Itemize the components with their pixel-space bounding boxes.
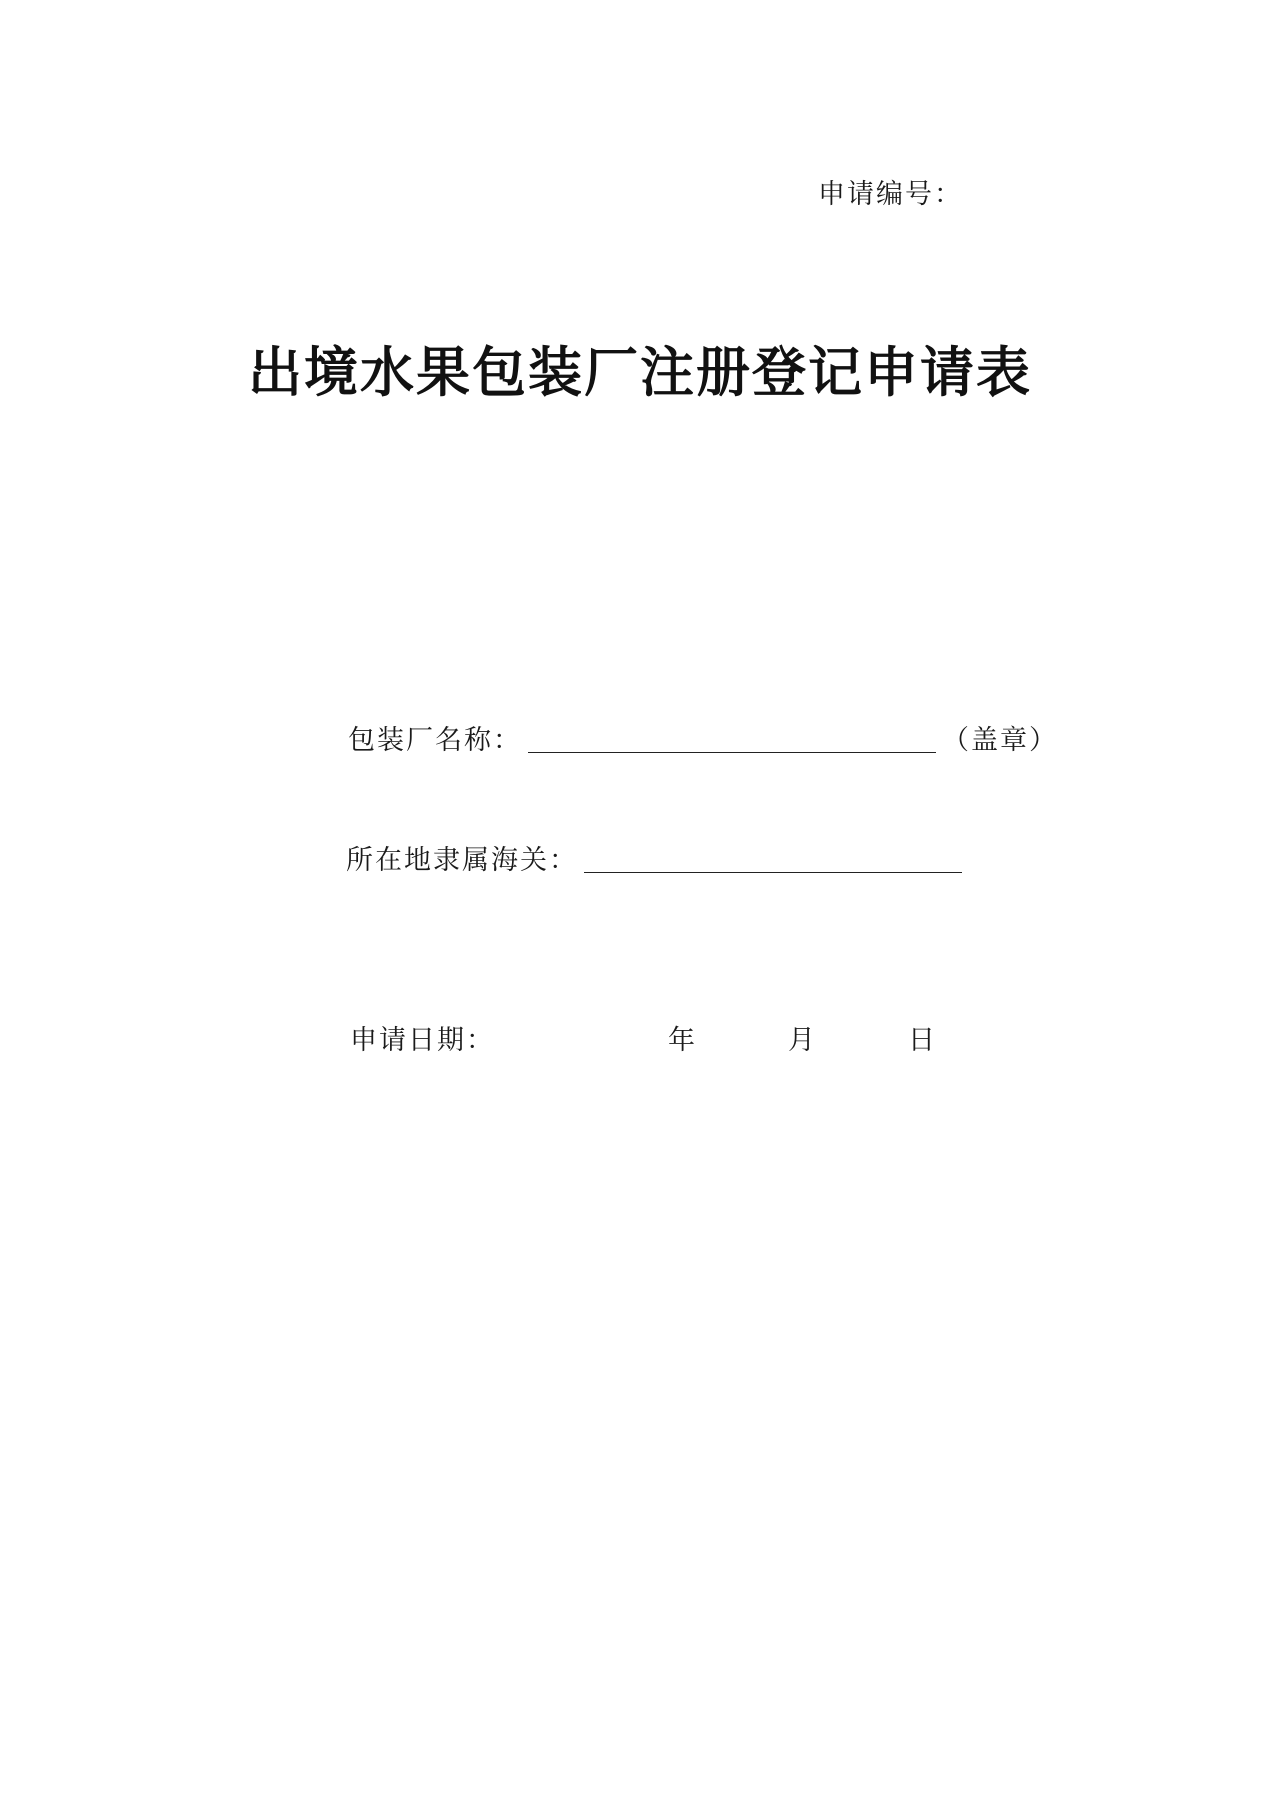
customs-row bbox=[346, 838, 962, 877]
customs-field[interactable] bbox=[584, 846, 962, 873]
day-unit: 日 bbox=[908, 1025, 935, 1056]
factory-name-row bbox=[348, 718, 1058, 757]
application-date-row bbox=[350, 1018, 950, 1057]
application-date-label: 申请日期： bbox=[350, 1025, 495, 1056]
seal-note: （盖章） bbox=[942, 725, 1058, 756]
customs-label: 所在地隶属海关： bbox=[346, 845, 578, 876]
application-number-label: 申请编号： bbox=[818, 179, 963, 210]
document-title: 出境水果包装厂注册登记申请表 bbox=[248, 340, 1032, 404]
factory-name-field[interactable] bbox=[528, 726, 936, 753]
factory-name-label: 包装厂名称： bbox=[348, 725, 522, 756]
year-unit: 年 bbox=[668, 1025, 695, 1056]
month-unit: 月 bbox=[788, 1025, 815, 1056]
